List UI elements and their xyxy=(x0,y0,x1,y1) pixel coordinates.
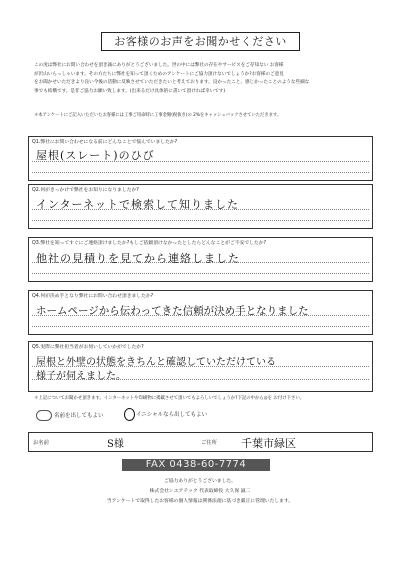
handwritten-answer: インターネットで検索して知りました xyxy=(36,198,240,211)
intro-line: 事でも結構です。是非ご協力お願い致します。(出来るだけ具体的に書いて頂ければ幸いです) xyxy=(34,88,226,94)
answer-line xyxy=(32,172,369,173)
selected-circle-mark xyxy=(124,408,135,421)
consent-option-initial[interactable] xyxy=(124,408,207,421)
question-label: Q1.弊社にお問い合わせになる前にどんなことで悩んでいましたか? xyxy=(32,140,178,145)
intro-text xyxy=(34,62,374,96)
question-label: Q3.弊社を知ってすぐにご連絡頂けましたか?もしご依頼頂けなかったとしたらどんなことがご不安でしたか? xyxy=(32,241,267,246)
handwritten-answer: 他社の見積りを見てから連絡しました xyxy=(36,252,240,265)
handwritten-answer-continued: 様子が伺えました。 xyxy=(36,371,126,382)
question-label: Q4.何が決め手となり弊社にお問い合わせ頂きましたか? xyxy=(32,294,154,299)
consent-option-name[interactable] xyxy=(36,410,104,421)
customer-address: 千葉市緑区 xyxy=(241,437,296,450)
fax-number: FAX 0438-60-7774 xyxy=(122,459,270,471)
answer-line xyxy=(32,326,369,327)
option-label: イニシャルなら出してもよい xyxy=(136,412,208,418)
intro-line: をお聞かせいただきより良い今後の活動に反映させていただきたいと考えております。良かったこと、感じかったことのような些細な xyxy=(34,80,310,86)
handwritten-answer: ホームページから伝わってきた信頼が決め手となりました xyxy=(36,305,309,317)
question-box-q5 xyxy=(28,341,373,392)
answer-line xyxy=(32,273,369,274)
name-label: お名前 xyxy=(33,440,49,446)
option-blank-mark xyxy=(36,410,52,421)
cashback-note: ＊本アンケートにご記入いただいたお客様には工事ご用命時に工事金額(税抜き)の 2%をキャッシュバックさせていただきます。 xyxy=(34,113,282,118)
question-box-q1 xyxy=(28,136,373,181)
intro-line: この度は弊社にお問い合わせを頂き誠にありがとうございました。世の中には弊社の存在やサービスをご存知ない お客様 xyxy=(34,63,284,68)
option-label: 名前を出してもよい xyxy=(54,413,104,419)
question-box-q4 xyxy=(28,290,373,335)
page-title: お客様のお声をお聞かせください xyxy=(101,32,300,51)
handwritten-answer: 屋根(スレート)のひび xyxy=(36,149,155,162)
customer-name: S様 xyxy=(107,439,124,450)
consent-question: ＊上記についてお聞かせ頂きます。インターネットや印刷物に掲載させて頂いてもよろしいでしょうか?下記の中から◎を お付け下さい。 xyxy=(34,396,305,401)
intro-line: が沢山いらっしゃいます。その方たちに弊社を知って頂くためのアンケートにご協力頂けないでしょうか?お客様のご意見 xyxy=(34,71,284,77)
privacy-notice: 当アンケートで取得したお客様の個人情報は関係法規に基づき厳正に管理いたします。 xyxy=(106,499,294,504)
question-label: Q2.何がきっかけで弊社をお知りになりましたか? xyxy=(32,188,139,193)
question-label: Q5.実際に弊社担当者がお伺いしていかがでしたか? xyxy=(32,345,144,350)
address-label: ご住所 xyxy=(201,440,217,446)
name-address-row xyxy=(28,432,373,452)
question-box-q3 xyxy=(28,237,373,282)
question-box-q2 xyxy=(28,184,373,229)
company-signature: 株式会社シエアテック 代表取締役 大久保 誠二 xyxy=(149,489,251,494)
answer-line xyxy=(32,220,369,221)
thanks-text: ご協力ありがとうございました。 xyxy=(164,479,236,484)
handwritten-answer: 屋根と外壁の状態をきちんと確認していただけている xyxy=(36,357,276,368)
